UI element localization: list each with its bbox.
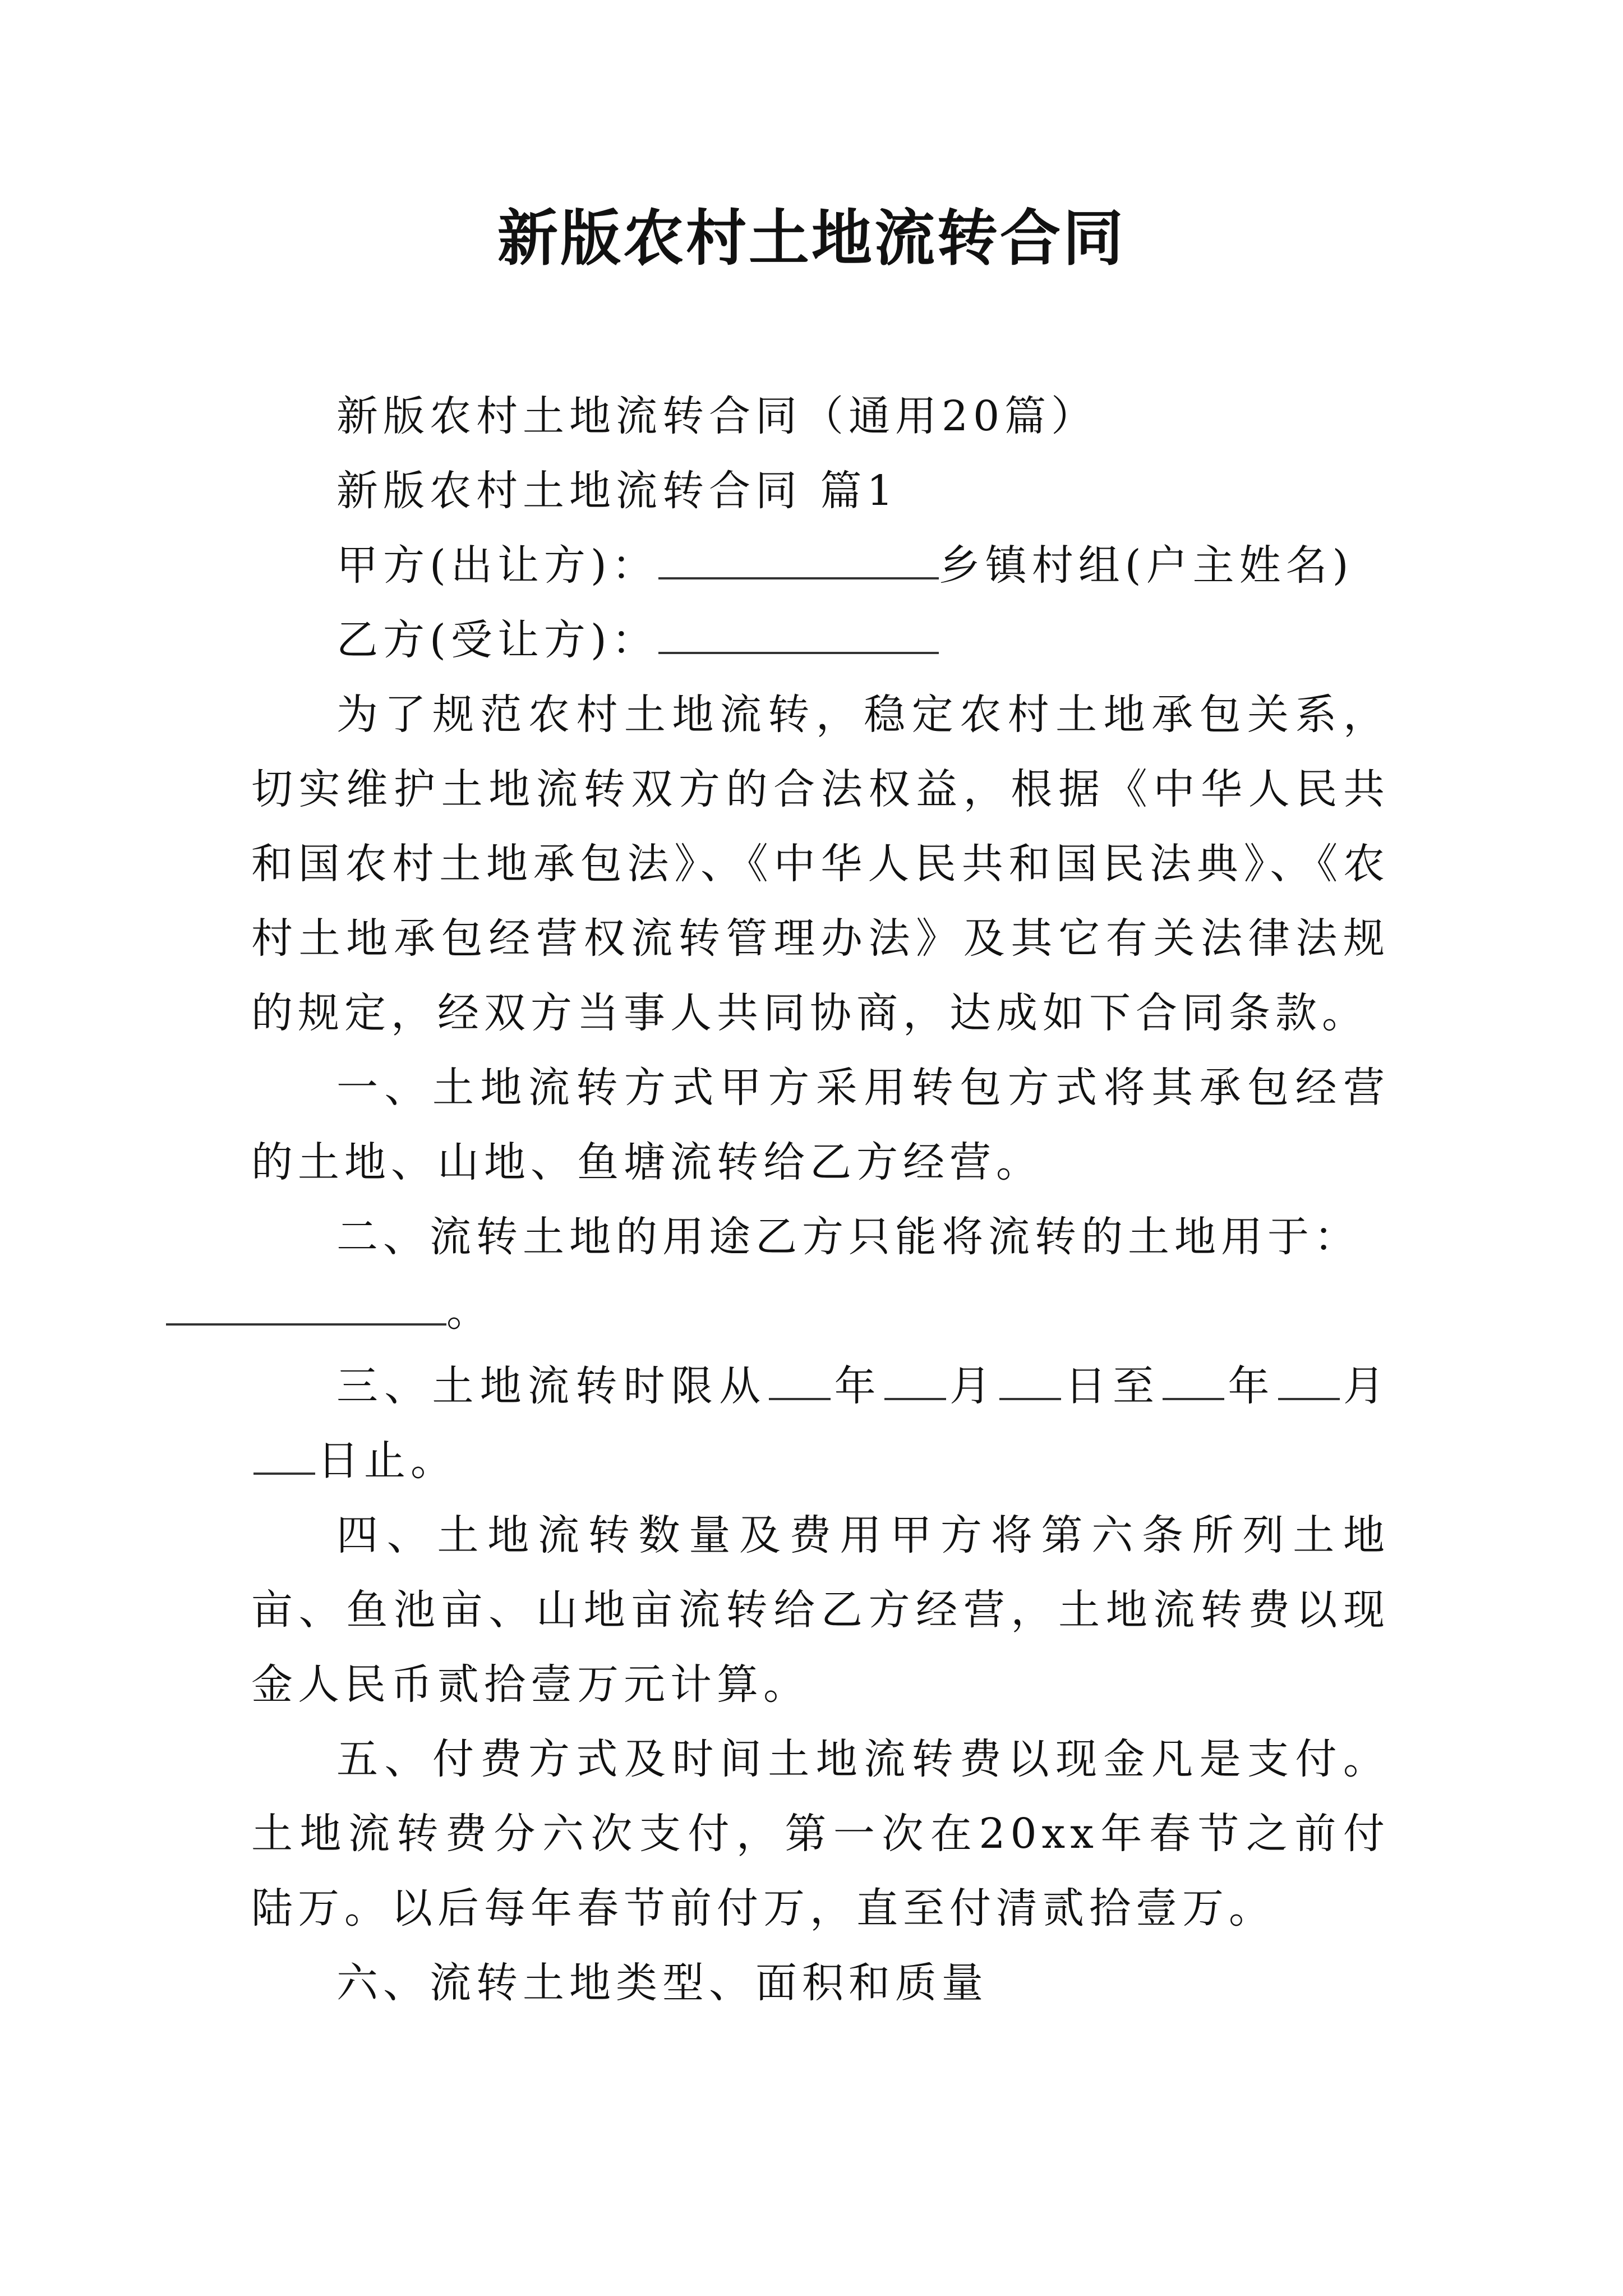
party-a-label: 甲方(出让方)： <box>336 541 658 590</box>
clause-5: 五、付费方式及时间土地流转费以现金凡是支付。土地流转费分六次支付，第一次在20xx年春节之前付陆万。以后每年春节前付万，直至付清贰拾壹万。 <box>251 1735 1390 1932</box>
end-day-blank <box>253 1437 315 1475</box>
start-year-blank <box>769 1363 831 1400</box>
start-month-unit: 月 <box>948 1362 998 1410</box>
document-body <box>251 379 1390 2021</box>
clause-3 <box>251 1349 1390 1498</box>
end-year-unit: 年 <box>1227 1362 1276 1410</box>
party-b-line <box>251 603 1390 678</box>
start-day-blank <box>999 1363 1061 1400</box>
clause-2-blank <box>166 1288 446 1326</box>
party-b-label: 乙方(受让方)： <box>336 616 658 664</box>
end-month-blank <box>1278 1363 1340 1400</box>
clause-1: 一、土地流转方式甲方采用转包方式将其承包经营的土地、山地、鱼塘流转给乙方经营。 <box>251 1064 1390 1186</box>
end-month-unit: 月 <box>1341 1362 1390 1410</box>
document-title: 新版农村土地流转合同 <box>497 203 1126 274</box>
intro-paragraph: 为了规范农村土地流转，稳定农村土地承包关系，切实维护土地流转双方的合法权益，根据《中华人民共和国农村土地承包法》、《中华人民共和国民法典》、《农村土地承包经营权流转管理办法》及其它有关法律法规的规定，经双方当事人共同协商，达成如下合同条款。 <box>251 691 1390 1037</box>
end-day-unit: 日止。 <box>317 1437 457 1485</box>
clause-2 <box>251 1200 1390 1349</box>
party-a-suffix: 乡镇村组(户主姓名) <box>938 541 1354 590</box>
chapter-heading: 新版农村土地流转合同 篇1 <box>336 467 898 515</box>
party-a-blank <box>658 542 939 579</box>
document-subtitle: 新版农村土地流转合同（通用20篇） <box>336 392 1098 440</box>
start-year-unit: 年 <box>833 1362 882 1410</box>
clause-2-end: 。 <box>446 1287 493 1336</box>
start-day-to: 日至 <box>1063 1362 1161 1410</box>
clause-3-prefix: 三、土地流转时限从 <box>336 1362 767 1410</box>
clause-2-text: 二、流转土地的用途乙方只能将流转的土地用于： <box>336 1213 1361 1261</box>
clause-4: 四、土地流转数量及费用甲方将第六条所列土地亩、鱼池亩、山地亩流转给乙方经营，土地流转费以现金人民币贰拾壹万元计算。 <box>251 1511 1390 1709</box>
clause-6: 六、流转土地类型、面积和质量 <box>336 1959 988 2007</box>
party-b-blank <box>658 616 939 654</box>
party-a-line <box>251 528 1390 603</box>
start-month-blank <box>884 1363 946 1400</box>
end-year-blank <box>1163 1363 1224 1400</box>
